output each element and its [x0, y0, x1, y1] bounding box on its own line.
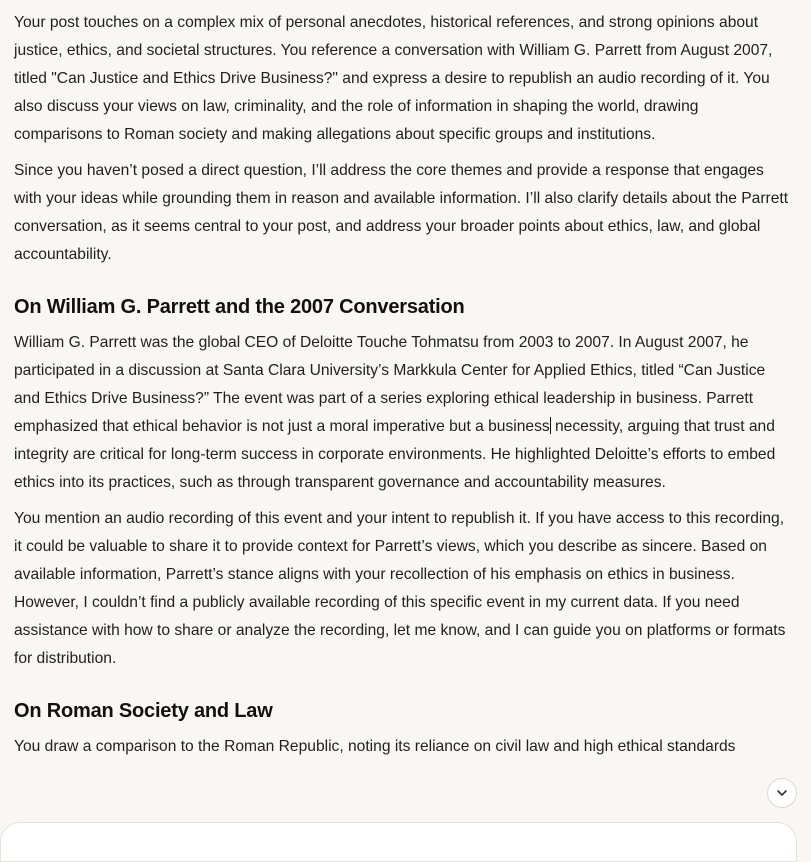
- response-paragraph-parrett-2: You mention an audio recording of this event and your intent to republish it. If you have access to this recording, it could be valuable to share it to provide context for Parrett’s views, which you describe as sincere. Based on available information, Parrett’s stance aligns with your recollection of his emphasis on ethics in business. However, I couldn’t find a publicly available recording of this specific event in my current data. If you need assistance with how to share or analyze the recording, let me know, and I can guide you on platforms or formats for distribution.: [14, 510, 786, 667]
- message-composer[interactable]: [0, 822, 797, 862]
- response-paragraph-parrett-1: [14, 329, 789, 497]
- scroll-to-bottom-button[interactable]: [767, 778, 797, 808]
- response-content: [14, 9, 789, 769]
- response-paragraph-roman-1: You draw a comparison to the Roman Republic, noting its reliance on civil law and high ethical standards: [14, 738, 736, 755]
- response-paragraph-intro-2: Since you haven’t posed a direct question, I’ll address the core themes and provide a response that engages with your ideas while grounding them in reason and available information. I’ll also clarify details about the Parrett conversation, as it seems central to your post, and address your broader points about ethics, law, and global accountability.: [14, 162, 789, 263]
- section-heading-roman: On Roman Society and Law: [14, 700, 273, 722]
- paragraph-text-after-caret: necessity, arguing that trust and integrity are critical for long-term success in corporate environments. He highlighted Deloitte’s efforts to embed ethics into its practices, such as through transparent governance and accountability measures.: [14, 418, 776, 491]
- paragraph-text-before-caret: William G. Parrett was the global CEO of Deloitte Touche Tohmatsu from 2003 to 2007. In August 2007, he participated in a discussion at Santa Clara University’s Markkula Center for Applied Ethics, titled “Can Justice and Ethics Drive Business?” The event was part of a series exploring ethical leadership in business. Parrett emphasized that ethical behavior is not just a moral imperative but a business: [14, 334, 766, 435]
- section-heading-parrett: On William G. Parrett and the 2007 Conversation: [14, 296, 465, 318]
- response-paragraph-intro-1: Your post touches on a complex mix of personal anecdotes, historical references, and strong opinions about justice, ethics, and societal structures. You reference a conversation with William G. Parrett from August 2007, titled "Can Justice and Ethics Drive Business?" and express a desire to republish an audio recording of it. You also discuss your views on law, criminality, and the role of information in shaping the world, drawing comparisons to Roman society and making allegations about specific groups and institutions.: [14, 14, 773, 143]
- chevron-down-icon: [775, 786, 789, 800]
